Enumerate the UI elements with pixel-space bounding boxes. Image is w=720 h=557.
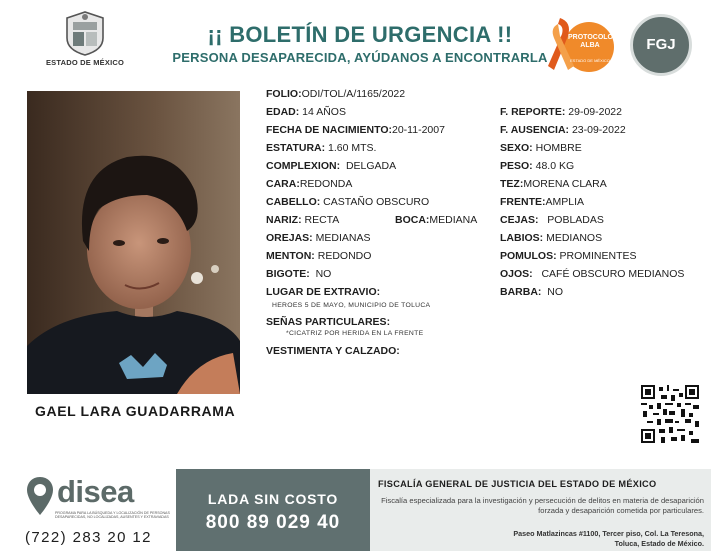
- address-line-1: Paseo Matlazincas #1100, Tercer piso, Col. La Teresona,: [513, 529, 704, 538]
- field-cara: CARA:REDONDA: [266, 178, 353, 190]
- odisea-wordmark: disea: [57, 474, 134, 509]
- fgj-logo: [630, 14, 692, 76]
- fgj-label: FGJ: [646, 36, 676, 53]
- senas-particulares-value: *CICATRIZ POR HERIDA EN LA FRENTE: [286, 330, 424, 337]
- fiscalia-panel: [370, 469, 711, 551]
- field-complexion: COMPLEXION: DELGADA: [266, 160, 397, 172]
- field-orejas: OREJAS: MEDIANAS: [266, 232, 371, 244]
- field-edad: EDAD: 14 AÑOS: [266, 106, 346, 118]
- field-tez: TEZ:MORENA CLARA: [500, 178, 607, 190]
- field-frente: FRENTE:AMPLIA: [500, 196, 585, 208]
- field-barba: BARBA: NO: [500, 286, 564, 298]
- field-pomulos: POMULOS: PROMINENTES: [500, 250, 637, 262]
- field-labios: LABIOS: MEDIANOS: [500, 232, 603, 244]
- protocolo-alba-logo: [546, 14, 622, 76]
- bulletin-title: ¡¡ BOLETÍN DE URGENCIA !!: [207, 22, 513, 47]
- alba-line-2: ALBA: [580, 42, 600, 49]
- field-boca: BOCA:MEDIANA: [395, 214, 478, 226]
- field-lugar-extravio: LUGAR DE EXTRAVIO:: [266, 286, 381, 298]
- alba-line-1: PROTOCOLO: [568, 34, 613, 41]
- state-label: ESTADO DE MÉXICO: [45, 58, 125, 67]
- field-ojos: OJOS: CAFÉ OBSCURO MEDIANOS: [500, 268, 685, 280]
- odisea-logo: [25, 470, 175, 550]
- lugar-extravio-value: HEROES 5 DE MAYO, MUNICIPIO DE TOLUCA: [272, 302, 431, 309]
- field-cabello: CABELLO: CASTAÑO OBSCURO: [266, 196, 430, 208]
- field-folio: FOLIO:ODI/TOL/A/1165/2022: [266, 88, 406, 100]
- bulletin-subtitle: PERSONA DESAPARECIDA, AYÚDANOS A ENCONTRARLA: [172, 50, 548, 65]
- fiscalia-address: [378, 529, 704, 548]
- lada-sin-costo-panel: [176, 469, 370, 551]
- field-sexo: SEXO: HOMBRE: [500, 142, 582, 154]
- coat-of-arms-icon: [63, 10, 107, 56]
- qr-code[interactable]: [641, 385, 699, 443]
- estado-de-mexico-logo: [42, 10, 128, 80]
- field-estatura: ESTATURA: 1.60 MTS.: [266, 142, 377, 154]
- lada-label: LADA SIN COSTO: [207, 491, 339, 507]
- odisea-description: PROGRAMA PARA LA BÚSQUEDA Y LOCALIZACIÓN DE PERSONAS DESAPARECIDAS, NO LOCALIZADAS, AUSENTES Y EXTRAVIADAS: [55, 511, 170, 520]
- field-vestimenta: VESTIMENTA Y CALZADO:: [266, 345, 400, 357]
- fiscalia-description: Fiscalía especializada para la investigación y persecución de delitos en materia de desaparición forzada y desaparición cometida por particulares.: [381, 496, 704, 515]
- field-peso: PESO: 48.0 KG: [500, 160, 575, 172]
- odisea-phone[interactable]: (722) 283 20 12: [25, 529, 152, 546]
- field-nariz: NARIZ: RECTA: [266, 214, 340, 226]
- field-menton: MENTON: REDONDO: [266, 250, 372, 262]
- missing-person-photo: [27, 91, 240, 394]
- field-fecha-nacimiento: FECHA DE NACIMIENTO:20-11-2007: [266, 124, 445, 136]
- field-fecha-reporte: F. REPORTE: 29-09-2022: [500, 106, 622, 118]
- field-cejas: CEJAS: POBLADAS: [500, 214, 604, 226]
- fiscalia-title: FISCALÍA GENERAL DE JUSTICIA DEL ESTADO DE MÉXICO: [378, 479, 657, 489]
- portrait-image: [27, 91, 240, 394]
- address-line-2: Toluca, Estado de México.: [614, 538, 704, 548]
- field-bigote: BIGOTE: NO: [266, 268, 332, 280]
- alba-line-3: ESTADO DE MÉXICO: [570, 58, 610, 63]
- location-pin-icon: [25, 476, 55, 516]
- field-senas-particulares: SEÑAS PARTICULARES:: [266, 316, 391, 328]
- field-fecha-ausencia: F. AUSENCIA: 23-09-2022: [500, 124, 626, 136]
- person-name: GAEL LARA GUADARRAMA: [35, 403, 236, 419]
- lada-number[interactable]: 800 89 029 40: [205, 512, 341, 533]
